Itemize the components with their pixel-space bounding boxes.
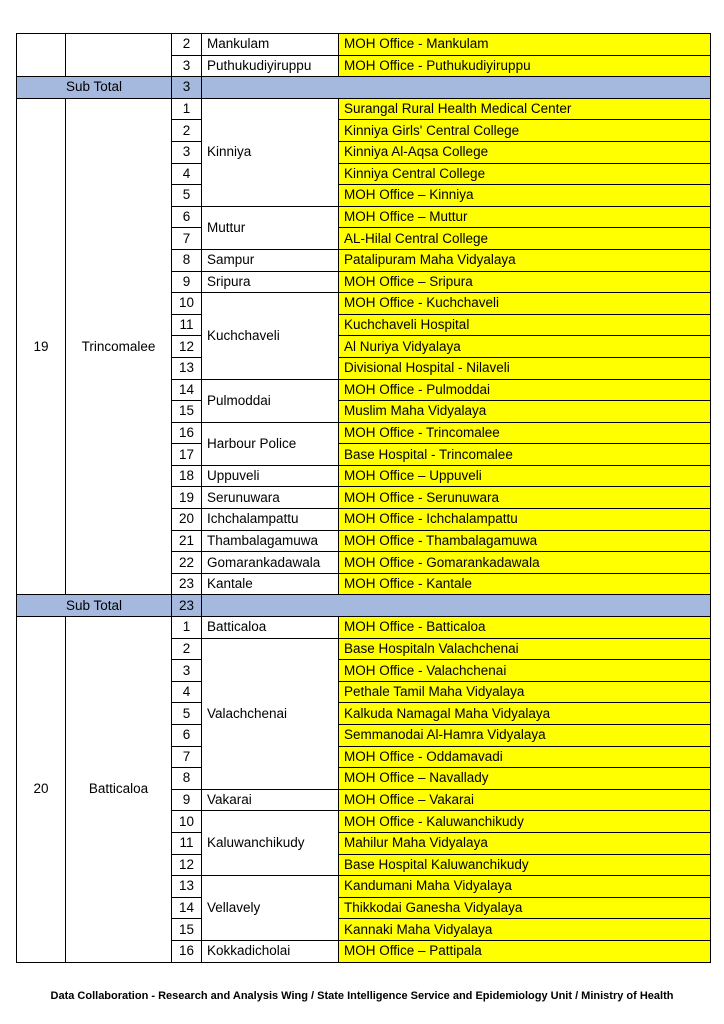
site-number: 1 [172,617,202,639]
site-number: 11 [172,314,202,336]
location-name: Harbour Police [202,422,339,465]
site-number: 6 [172,725,202,747]
site-name: MOH Office - Kuchchaveli [339,293,711,315]
district-name: Batticaloa [66,617,172,963]
site-number: 15 [172,401,202,423]
site-name: Base Hospitaln Valachchenai [339,638,711,660]
site-name: Kinniya Central College [339,163,711,185]
location-name: Vellavely [202,876,339,941]
site-name: AL-Hilal Central College [339,228,711,250]
sites-table [16,33,711,963]
subtotal-row [17,77,711,99]
site-name: MOH Office - Gomarankadawala [339,552,711,574]
subtotal-spacer [202,77,711,99]
location-name: Batticaloa [202,617,339,639]
site-number: 14 [172,897,202,919]
site-number: 10 [172,293,202,315]
site-number: 13 [172,876,202,898]
site-name: MOH Office - Kaluwanchikudy [339,811,711,833]
site-name: Surangal Rural Health Medical Center [339,98,711,120]
location-name: Uppuveli [202,465,339,487]
site-number: 21 [172,530,202,552]
table-row [17,34,711,56]
site-number: 17 [172,444,202,466]
location-name: Sampur [202,249,339,271]
site-number: 11 [172,832,202,854]
site-number: 3 [172,141,202,163]
subtotal-row [17,595,711,617]
site-number: 14 [172,379,202,401]
site-number: 4 [172,163,202,185]
location-name: Ichchalampattu [202,509,339,531]
location-name: Kokkadicholai [202,940,339,962]
subtotal-value: 23 [172,595,202,617]
location-name: Serunuwara [202,487,339,509]
site-number: 5 [172,185,202,207]
site-number: 3 [172,55,202,77]
district-name [66,34,172,77]
site-number: 18 [172,465,202,487]
district-name: Trincomalee [66,98,172,595]
site-name: MOH Office - Ichchalampattu [339,509,711,531]
site-name: Divisional Hospital - Nilaveli [339,357,711,379]
site-name: Muslim Maha Vidyalaya [339,401,711,423]
site-name: Kinniya Al-Aqsa College [339,141,711,163]
site-name: MOH Office – Navallady [339,768,711,790]
site-number: 2 [172,638,202,660]
site-name: Mahilur Maha Vidyalaya [339,832,711,854]
site-name: MOH Office – Uppuveli [339,465,711,487]
district-number: 20 [17,617,66,963]
site-number: 3 [172,660,202,682]
location-name: Gomarankadawala [202,552,339,574]
site-number: 12 [172,336,202,358]
site-name: MOH Office – Pattipala [339,940,711,962]
site-name: MOH Office - Trincomalee [339,422,711,444]
site-name: MOH Office - Batticaloa [339,617,711,639]
site-name: MOH Office - Kantale [339,573,711,595]
site-number: 19 [172,487,202,509]
site-name: Kuchchaveli Hospital [339,314,711,336]
site-name: MOH Office - Thambalagamuwa [339,530,711,552]
site-name: Semmanodai Al-Hamra Vidyalaya [339,725,711,747]
site-number: 8 [172,249,202,271]
site-name: MOH Office – Vakarai [339,789,711,811]
site-name: Pethale Tamil Maha Vidyalaya [339,681,711,703]
site-number: 7 [172,228,202,250]
site-name: MOH Office - Puthukudiyiruppu [339,55,711,77]
site-number: 9 [172,789,202,811]
site-number: 6 [172,206,202,228]
site-name: MOH Office – Muttur [339,206,711,228]
sites-table-body [17,34,711,963]
table-row [17,617,711,639]
site-name: MOH Office - Pulmoddai [339,379,711,401]
district-number: 19 [17,98,66,595]
site-name: MOH Office - Mankulam [339,34,711,56]
location-name: Mankulam [202,34,339,56]
table-row [17,98,711,120]
site-number: 23 [172,573,202,595]
site-name: Kannaki Maha Vidyalaya [339,919,711,941]
site-number: 1 [172,98,202,120]
site-number: 15 [172,919,202,941]
site-number: 22 [172,552,202,574]
site-number: 5 [172,703,202,725]
site-number: 12 [172,854,202,876]
site-name: MOH Office - Valachchenai [339,660,711,682]
location-name: Kuchchaveli [202,293,339,379]
site-number: 20 [172,509,202,531]
site-number: 2 [172,120,202,142]
site-number: 16 [172,422,202,444]
location-name: Kantale [202,573,339,595]
site-name: Kalkuda Namagal Maha Vidyalaya [339,703,711,725]
site-name: MOH Office - Oddamavadi [339,746,711,768]
location-name: Muttur [202,206,339,249]
site-name: MOH Office – Kinniya [339,185,711,207]
location-name: Sripura [202,271,339,293]
site-name: Base Hospital - Trincomalee [339,444,711,466]
subtotal-value: 3 [172,77,202,99]
location-name: Valachchenai [202,638,339,789]
site-number: 16 [172,940,202,962]
location-name: Puthukudiyiruppu [202,55,339,77]
site-name: Thikkodai Ganesha Vidyalaya [339,897,711,919]
location-name: Vakarai [202,789,339,811]
footer-credit: Data Collaboration - Research and Analysis Wing / State Intelligence Service and Epidemiology Unit / Ministry of Health [50,990,674,1002]
site-number: 2 [172,34,202,56]
location-name: Kinniya [202,98,339,206]
location-name: Pulmoddai [202,379,339,422]
site-name: Kandumani Maha Vidyalaya [339,876,711,898]
site-number: 13 [172,357,202,379]
location-name: Thambalagamuwa [202,530,339,552]
site-name: Kinniya Girls' Central College [339,120,711,142]
site-name: Al Nuriya Vidyalaya [339,336,711,358]
site-name: Patalipuram Maha Vidyalaya [339,249,711,271]
site-number: 8 [172,768,202,790]
district-number [17,34,66,77]
site-number: 10 [172,811,202,833]
site-name: MOH Office - Serunuwara [339,487,711,509]
site-name: MOH Office – Sripura [339,271,711,293]
site-number: 7 [172,746,202,768]
location-name: Kaluwanchikudy [202,811,339,876]
site-number: 4 [172,681,202,703]
subtotal-label: Sub Total [17,595,172,617]
site-number: 9 [172,271,202,293]
subtotal-spacer [202,595,711,617]
site-name: Base Hospital Kaluwanchikudy [339,854,711,876]
subtotal-label: Sub Total [17,77,172,99]
